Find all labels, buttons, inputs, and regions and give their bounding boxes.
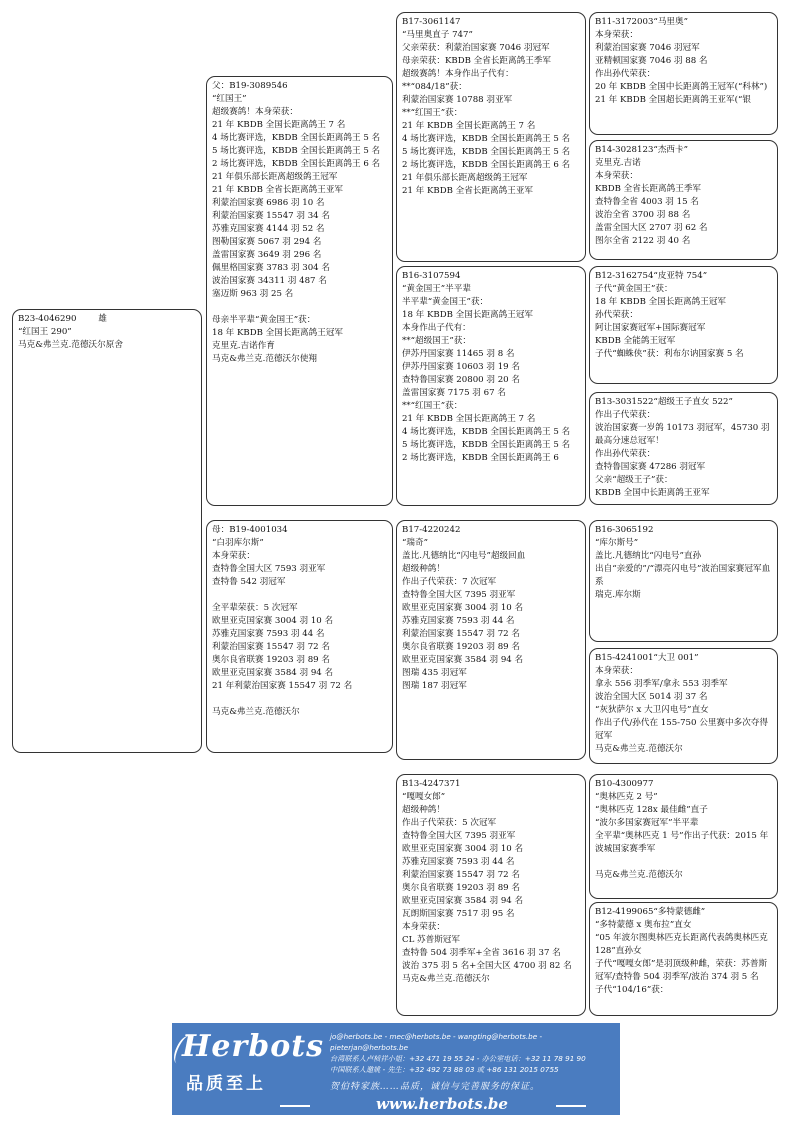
- banner-slogan: 品质至上: [186, 1074, 266, 1094]
- pedigree-line: 图瑞 187 羽冠军: [402, 681, 467, 691]
- pedigree-line: B13-3031522“超级王子直女 522”: [595, 397, 733, 407]
- pedigree-line: 苏雅克国家赛 7593 羽 44 名: [402, 857, 515, 867]
- pedigree-line: [595, 856, 772, 869]
- divider: [556, 1105, 586, 1107]
- pedigree-line: 盖雷国家赛 7175 羽 67 名: [402, 388, 506, 398]
- pedigree-line: KBDB 全能鸽王冠军: [595, 336, 676, 346]
- pedigree-line: 作出子代/孙代在 155-750 公里赛中多次夺得冠军: [595, 718, 768, 741]
- pedigree-line: 波治全国大区 5014 羽 37 名: [595, 692, 708, 702]
- pedigree-line: 20 年 KBDB 全国中长距离鸽王冠军(“科林”): [595, 82, 768, 92]
- pedigree-line: “嘎嘎女郎”: [402, 792, 446, 802]
- pedigree-line: 5 场比赛评选，KBDB 全国长距离鸽王 5 名: [402, 147, 571, 157]
- pedigree-line: 母亲荣获：KBDB 全省长距离鸽王季军: [402, 56, 551, 66]
- pedigree-line: 图勒国家赛 5067 羽 294 名: [212, 237, 322, 247]
- pedigree-line: 半平辈“黄金国王”获：: [402, 297, 489, 307]
- pedigree-line: [212, 693, 387, 706]
- pedigree-line: 查特鲁 542 羽冠军: [212, 577, 286, 587]
- pedigree-box-paternal-grandsire: [396, 12, 586, 262]
- pedigree-line: 5 场比赛评选，KBDB 全国长距离鸽王 5 名: [402, 440, 571, 450]
- pedigree-line: 亚精顿国家赛 7046 羽 88 名: [595, 56, 708, 66]
- pedigree-line: 子代“黄金国王”获：: [595, 284, 673, 294]
- pedigree-line: 超级种鸽！: [402, 805, 445, 815]
- pedigree-line: 奥尔良省联赛 19203 羽 89 名: [402, 642, 520, 652]
- pedigree-line: “库尔斯号”: [595, 538, 639, 548]
- pedigree-box-bird: [12, 309, 202, 753]
- pedigree-line: 子代“蜘蛛侠”获：利布尔讷国家赛 5 名: [595, 349, 744, 359]
- divider: [280, 1105, 310, 1107]
- herbots-banner[interactable]: [172, 1023, 620, 1115]
- pedigree-line: 全平辈“奥林匹克 1 号”作出子代获：2015 年波城国家赛季军: [595, 831, 769, 854]
- pedigree-line: 奥尔良省联赛 19203 羽 89 名: [402, 883, 520, 893]
- pedigree-line: 欧里亚克国家赛 3584 羽 94 名: [402, 896, 524, 906]
- pedigree-line: “瑞奇”: [402, 538, 428, 548]
- pedigree-line: 本身荣获：: [595, 30, 638, 40]
- pedigree-line: 利蒙治国家赛 15547 羽 72 名: [402, 870, 520, 880]
- pedigree-box-maternal-granddam: [396, 774, 586, 1016]
- pedigree-line: 盖雷全国大区 2707 羽 62 名: [595, 223, 708, 233]
- pedigree-line: “灰狄萨尔 x 大卫闪电号”直女: [595, 705, 709, 715]
- pedigree-line: 波治国家赛一岁鸽 10173 羽冠军，45730 羽最高分速总冠军！: [595, 423, 770, 446]
- pedigree-line: 子代“嘎嘎女郎”是羽顶级种雌，荣获：苏普斯冠军/查特鲁 504 羽季军/波治 374 羽 5 名: [595, 959, 768, 982]
- pedigree-line: 父亲荣获：利蒙治国家赛 7046 羽冠军: [402, 43, 550, 53]
- pedigree-box-paternal-granddam: [396, 266, 586, 506]
- pedigree-line: 2 场比赛评选，KBDB 全国长距离鸽王 6 名: [212, 159, 381, 169]
- pedigree-line: 盖比.凡德纳比“闪电号”直孙: [595, 551, 702, 561]
- pedigree-line: 伊苏丹国家赛 10603 羽 19 名: [402, 362, 520, 372]
- pedigree-line: “马里奥直子 747”: [402, 30, 473, 40]
- pedigree-line: 本身荣获：: [595, 171, 638, 181]
- pedigree-line: 欧里亚克国家赛 3004 羽 10 名: [212, 616, 334, 626]
- pedigree-line: 阿让国家赛冠军+国际赛冠军: [595, 323, 706, 333]
- pedigree-line: B23-4046290 雄: [18, 314, 107, 324]
- pedigree-line: 21 年 KBDB 全国长距离鸽王 7 名: [402, 121, 536, 131]
- pedigree-line: B16-3107594: [402, 271, 461, 281]
- herbots-logo: Herbots: [182, 1029, 324, 1064]
- pedigree-line: 查特鲁国家赛 47286 羽冠军: [595, 462, 706, 472]
- pedigree-line: 克里克.吉诺作育: [212, 341, 275, 351]
- pedigree-box-maternal-grandsire: [396, 520, 586, 760]
- pedigree-line: 利蒙治国家赛 7046 羽冠军: [595, 43, 700, 53]
- pedigree-line: KBDB 全国中长距离鸽王亚军: [595, 488, 710, 498]
- pedigree-line: 查特鲁全国大区 7395 羽亚军: [402, 831, 516, 841]
- pedigree-line: 马克&弗兰克.范德沃尔: [402, 974, 490, 984]
- contact-line: 台湾联系人卢桢祥小姐：+32 471 19 55 24 - 办公室电话：+32 11 78 91 90: [330, 1054, 586, 1063]
- pedigree-line: 苏雅克国家赛 4144 羽 52 名: [212, 224, 325, 234]
- pedigree-line: B16-3065192: [595, 525, 654, 535]
- pedigree-box-ggp-2: [589, 140, 778, 260]
- pedigree-line: 作出孙代荣获：: [595, 449, 656, 459]
- pedigree-line: B13-4247371: [402, 779, 461, 789]
- pedigree-box-father: [206, 76, 393, 506]
- pedigree-line: 波治全省 3700 羽 88 名: [595, 210, 691, 220]
- pedigree-line: 利蒙治国家赛 15547 羽 72 名: [212, 642, 330, 652]
- pedigree-line: 欧里亚克国家赛 3004 羽 10 名: [402, 603, 524, 613]
- pedigree-line: 本身荣获：: [212, 551, 255, 561]
- pedigree-box-ggp-3: [589, 266, 778, 384]
- pedigree-line: 查特鲁全国大区 7593 羽亚军: [212, 564, 326, 574]
- pedigree-line: 21 年 KBDB 全省长距离鸽王亚军: [402, 186, 534, 196]
- pedigree-line: “奥林匹克 128x 最佳雌”直子: [595, 805, 708, 815]
- pedigree-line: B14-3028123“杰西卡”: [595, 145, 688, 155]
- pedigree-line: **“红国王”获：: [402, 401, 463, 411]
- pedigree-line: 子代“104/16”获：: [595, 985, 669, 995]
- pedigree-line: “波尔多国家赛冠军”半平辈: [595, 818, 699, 828]
- pedigree-box-ggp-7: [589, 774, 778, 899]
- pedigree-line: 本身荣获：: [402, 922, 445, 932]
- pedigree-line: 查特鲁国家赛 20800 羽 20 名: [402, 375, 520, 385]
- pedigree-line: B12-3162754“皮亚特 754”: [595, 271, 708, 281]
- pedigree-line: 欧里亚克国家赛 3004 羽 10 名: [402, 844, 524, 854]
- pedigree-line: 母亲半平辈“黄金国王”获：: [212, 315, 316, 325]
- pedigree-line: 作出孙代荣获：: [595, 69, 656, 79]
- pedigree-box-mother: [206, 520, 393, 753]
- pedigree-line: 5 场比赛评选，KBDB 全国长距离鸽王 5 名: [212, 146, 381, 156]
- pedigree-line: “白羽库尔斯”: [212, 538, 264, 548]
- pedigree-line: 出自“亲爱的”/“漂亮闪电号”波治国家赛冠军血系: [595, 564, 771, 587]
- pedigree-line: 父亲“超级王子”获：: [595, 475, 673, 485]
- pedigree-line: B17-4220242: [402, 525, 461, 535]
- pedigree-line: “红国王”: [212, 94, 247, 104]
- pedigree-line: B17-3061147: [402, 17, 461, 27]
- pedigree-line: 父：B19-3089546: [212, 81, 288, 91]
- pedigree-line: 21 年 KBDB 全国超长距离鸽王亚军(“银: [595, 95, 751, 105]
- pedigree-box-ggp-8: [589, 902, 778, 1016]
- pedigree-line: B11-3172003“马里奥”: [595, 17, 688, 27]
- pedigree-line: 利蒙治国家赛 10788 羽亚军: [402, 95, 513, 105]
- pedigree-line: 图瑞 435 羽冠军: [402, 668, 467, 678]
- banner-tagline: 贺伯特家族……品质，诚信与完善服务的保证。: [330, 1082, 541, 1092]
- pedigree-line: 马克&弗兰克.范德沃尔: [595, 744, 683, 754]
- pedigree-line: 盖比.凡德纳比“闪电号”超级回血: [402, 551, 526, 561]
- pedigree-line: 瓦朗斯国家赛 7517 羽 95 名: [402, 909, 515, 919]
- pedigree-line: 利蒙治国家赛 6986 羽 10 名: [212, 198, 325, 208]
- pedigree-line: 伊苏丹国家赛 11465 羽 8 名: [402, 349, 515, 359]
- pedigree-line: CL 苏普斯冠军: [402, 935, 460, 945]
- pedigree-box-ggp-6: [589, 648, 778, 764]
- pedigree-line: 利蒙治国家赛 15547 羽 72 名: [402, 629, 520, 639]
- pedigree-line: 马克&弗兰克.范德沃尔原舍: [18, 340, 123, 350]
- pedigree-line: “黄金国王”半平辈: [402, 284, 471, 294]
- pedigree-line: 查特鲁 504 羽季军+全省 3616 羽 37 名: [402, 948, 561, 958]
- website-link[interactable]: www.herbots.be: [376, 1095, 508, 1113]
- pedigree-line: 母：B19-4001034: [212, 525, 288, 535]
- pedigree-line: B12-4199065“多特蒙德雌”: [595, 907, 706, 917]
- pedigree-line: 全平辈荣获：5 次冠军: [212, 603, 298, 613]
- pedigree-line: 塞迈斯 963 羽 25 名: [212, 289, 294, 299]
- pedigree-line: 作出子代荣获：: [595, 410, 656, 420]
- pedigree-line: 佩里格国家赛 3783 羽 304 名: [212, 263, 330, 273]
- pedigree-box-ggp-4: [589, 392, 778, 505]
- pedigree-line: 波治国家赛 34311 羽 487 名: [212, 276, 327, 286]
- pedigree-line: **“084/18”获：: [402, 82, 467, 92]
- pedigree-line: 18 年 KBDB 全国长距离鸽王冠军: [402, 310, 534, 320]
- pedigree-line: 欧里亚克国家赛 3584 羽 94 名: [212, 668, 334, 678]
- pedigree-line: 21 年俱乐部长距离超级鸽王冠军: [402, 173, 528, 183]
- pedigree-line: 21 年 KBDB 全省长距离鸽王亚军: [212, 185, 344, 195]
- pedigree-line: 马克&弗兰克.范德沃尔: [595, 870, 683, 880]
- pedigree-line: 超级赛鸽！本身作出子代有：: [402, 69, 514, 79]
- contact-line[interactable]: jo@herbots.be - mec@herbots.be - wangting@herbots.be - pieterjan@herbots.be: [330, 1032, 543, 1052]
- banner-contact: [330, 1031, 620, 1075]
- pedigree-line: “奥林匹克 2 号”: [595, 792, 658, 802]
- pedigree-line: 2 场比赛评选，KBDB 全国长距离鸽王 6 名: [402, 160, 571, 170]
- pedigree-line: 图尔全省 2122 羽 40 名: [595, 236, 691, 246]
- pedigree-line: 马克&弗兰克.范德沃尔: [212, 707, 300, 717]
- pedigree-line: 瑞克.库尔斯: [595, 590, 641, 600]
- pedigree-line: [212, 589, 387, 602]
- pedigree-line: 本身荣获：: [595, 666, 638, 676]
- pedigree-line: 拿永 556 羽季军/拿永 553 羽季军: [595, 679, 728, 689]
- pedigree-line: 苏雅克国家赛 7593 羽 44 名: [212, 629, 325, 639]
- pedigree-line: 作出子代荣获：5 次冠军: [402, 818, 497, 828]
- pedigree-line: 克里克.吉诺: [595, 158, 641, 168]
- pedigree-line: 孙代荣获：: [595, 310, 638, 320]
- pedigree-line: 查特鲁全省 4003 羽 15 名: [595, 197, 699, 207]
- pedigree-line: 盖雷国家赛 3649 羽 296 名: [212, 250, 322, 260]
- pedigree-line: 18 年 KBDB 全国长距离鸽王冠军: [212, 328, 344, 338]
- pedigree-box-ggp-1: [589, 12, 778, 135]
- pedigree-line: 21 年利蒙治国家赛 15547 羽 72 名: [212, 681, 353, 691]
- pedigree-line: 4 场比赛评选，KBDB 全国长距离鸽王 5 名: [212, 133, 381, 143]
- pedigree-line: 作出子代荣获：7 次冠军: [402, 577, 497, 587]
- pedigree-line: “红国王 290”: [18, 327, 72, 337]
- pedigree-box-ggp-5: [589, 520, 778, 642]
- pedigree-line: **“超级国王”获：: [402, 336, 471, 346]
- pedigree-line: 波治 375 羽 5 名+全国大区 4700 羽 82 名: [402, 961, 572, 971]
- pedigree-line: 18 年 KBDB 全国长距离鸽王冠军: [595, 297, 727, 307]
- pedigree-line: B15-4241001“大卫 001”: [595, 653, 699, 663]
- pedigree-line: 21 年 KBDB 全国长距离鸽王 7 名: [402, 414, 536, 424]
- pedigree-line: 马克&弗兰克.范德沃尔使翔: [212, 354, 317, 364]
- pedigree-line: [212, 301, 387, 314]
- pedigree-line: 超级种鸽！: [402, 564, 445, 574]
- pedigree-line: 2 场比赛评选，KBDB 全国长距离鸽王 6: [402, 453, 559, 463]
- pedigree-line: 欧里亚克国家赛 3584 羽 94 名: [402, 655, 524, 665]
- pedigree-line: 苏雅克国家赛 7593 羽 44 名: [402, 616, 515, 626]
- pedigree-line: 21 年 KBDB 全国长距离鸽王 7 名: [212, 120, 346, 130]
- pedigree-line: 4 场比赛评选，KBDB 全国长距离鸽王 5 名: [402, 134, 571, 144]
- pedigree-line: “多特蒙德 x 奥布拉”直女: [595, 920, 692, 930]
- pedigree-line: “05 年波尔图奥林匹克长距离代表鸽奥林匹克 128”直孙女: [595, 933, 771, 956]
- pedigree-line: 查特鲁全国大区 7395 羽亚军: [402, 590, 516, 600]
- pedigree-line: **“红国王”获：: [402, 108, 463, 118]
- pedigree-line: KBDB 全省长距离鸽王季军: [595, 184, 702, 194]
- pedigree-line: 21 年俱乐部长距离超级鸽王冠军: [212, 172, 338, 182]
- contact-line: 中国联系人邀姚 - 先生：+32 492 73 88 03 或 +86 131 2015 0755: [330, 1065, 559, 1074]
- pedigree-line: B10-4300977: [595, 779, 654, 789]
- pedigree-line: 4 场比赛评选，KBDB 全国长距离鸽王 5 名: [402, 427, 571, 437]
- pedigree-line: 利蒙治国家赛 15547 羽 34 名: [212, 211, 330, 221]
- pedigree-line: 超级赛鸽！本身荣获：: [212, 107, 298, 117]
- pedigree-line: 奥尔良省联赛 19203 羽 89 名: [212, 655, 330, 665]
- pedigree-line: 本身作出子代有：: [402, 323, 471, 333]
